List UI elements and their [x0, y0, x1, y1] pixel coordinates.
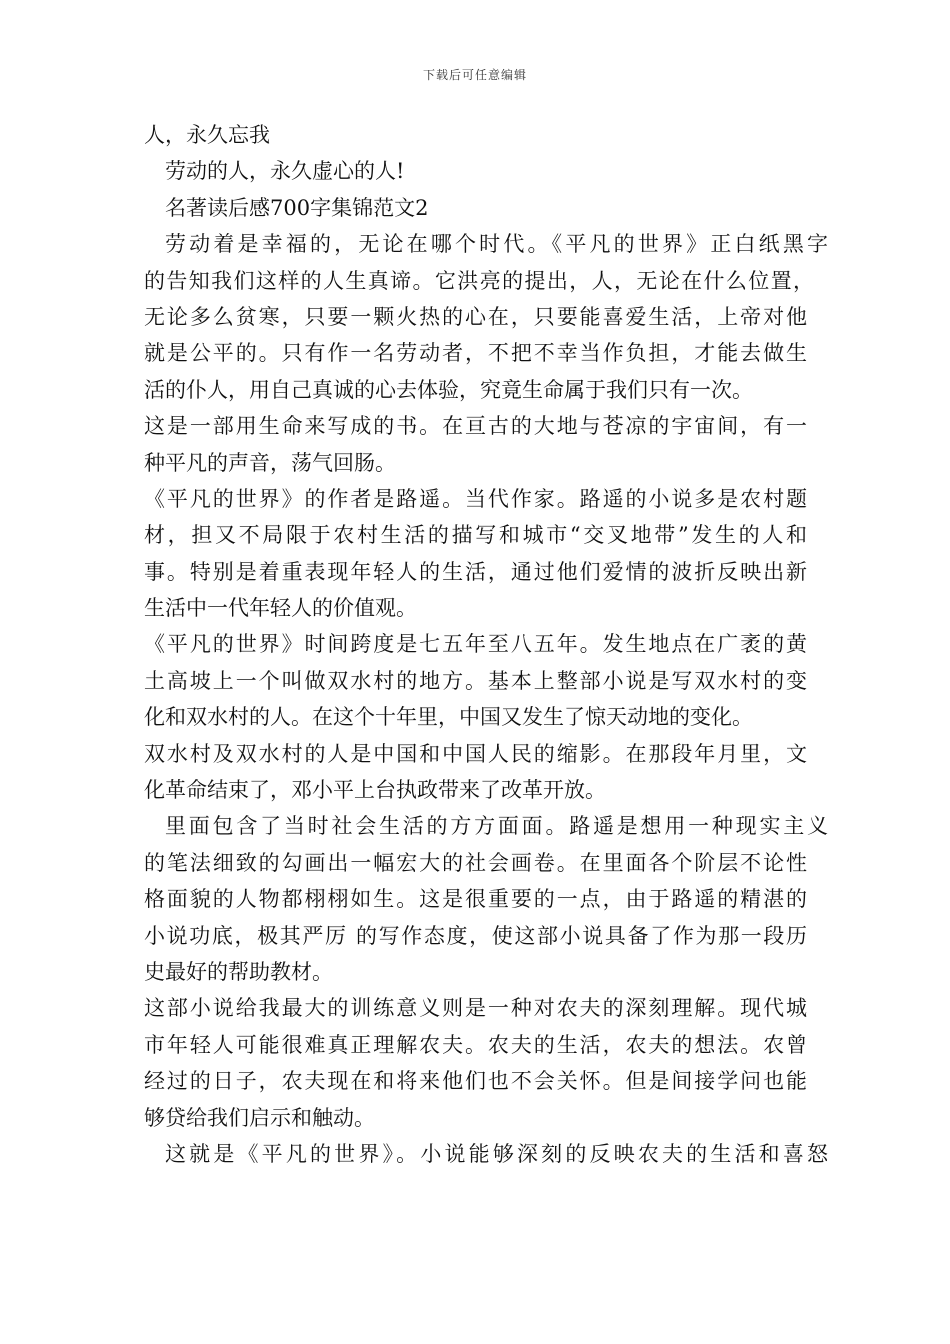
text-line: 化革命结束了，邓小平上台执政带来了改革开放。 [144, 778, 606, 803]
text-line: 就是公平的。只有作一名劳动者，不把不幸当作负担，才能去做生 [144, 341, 807, 366]
header-note: 下载后可任意编辑 [422, 68, 527, 82]
text-line: 的笔法细致的勾画出一幅宏大的社会画卷。在里面各个阶层不论性 [144, 850, 807, 875]
text-line: 经过的日子，农夫现在和将来他们也不会关怀。但是间接学问也能 [144, 1069, 807, 1094]
text-line: 市年轻人可能很难真正理解农夫。农夫的生活，农夫的想法。农曾 [144, 1032, 807, 1057]
text-line: 事。特别是着重表现年轻人的生活，通过他们爱情的波折反映出新 [144, 559, 807, 584]
text-line: 种平凡的声音，荡气回肠。 [144, 450, 396, 475]
text-line: 小说功底，极其严厉 的写作态度，使这部小说具备了作为那一段历 [144, 923, 807, 948]
text-line: 格面貌的人物都栩栩如生。这是很重要的一点，由于路遥的精湛的 [144, 887, 807, 912]
text-line: 人，永久忘我 [144, 123, 270, 147]
text-line: 史最好的帮助教材。 [144, 959, 333, 984]
text-line: 化和双水村的人。在这个十年里，中国又发生了惊天动地的变化。 [144, 705, 753, 730]
text-line: 这是一部用生命来写成的书。在亘古的大地与苍凉的宇宙间，有一 [144, 414, 807, 439]
text-line: 够贷给我们启示和触动。 [144, 1105, 375, 1130]
text-line: 材，担又不局限于农村生活的描写和城市“交叉地带”发生的人和 [144, 523, 807, 548]
text-line: 活的仆人，用自己真诚的心去体验，究竟生命属于我们只有一次。 [144, 377, 753, 402]
text-line: 《平凡的世界》时间跨度是七五年至八五年。发生地点在广袤的黄 [144, 632, 807, 657]
text-line: 里面包含了当时社会生活的方方面面。路遥是想用一种现实主义 [165, 814, 828, 839]
text-line: 双水村及双水村的人是中国和中国人民的缩影。在那段年月里，文 [144, 741, 807, 766]
text-line: 生活中一代年轻人的价值观。 [144, 596, 417, 621]
text-line: 《平凡的世界》的作者是路遥。当代作家。路遥的小说多是农村题 [144, 486, 807, 511]
text-line: 的告知我们这样的人生真谛。它洪亮的提出，人，无论在什么位置， [144, 268, 814, 293]
text-line: 这就是《平凡的世界》。小说能够深刻的反映农夫的生活和喜怒 [165, 1141, 828, 1166]
section-heading: 名著读后感700字集锦范文2 [165, 195, 429, 220]
text-line: 土高坡上一个叫做双水村的地方。基本上整部小说是写双水村的变 [144, 668, 807, 693]
text-line: 劳动的人，永久虚心的人! [165, 159, 405, 184]
body-text [144, 117, 828, 1172]
text-line: 劳动着是幸福的，无论在哪个时代。《平凡的世界》正白纸黑字 [165, 232, 828, 257]
text-line: 这部小说给我最大的训练意义则是一种对农夫的深刻理解。现代城 [144, 996, 807, 1021]
text-line: 无论多么贫寒，只要一颗火热的心在，只要能喜爱生活，上帝对他 [144, 304, 807, 329]
